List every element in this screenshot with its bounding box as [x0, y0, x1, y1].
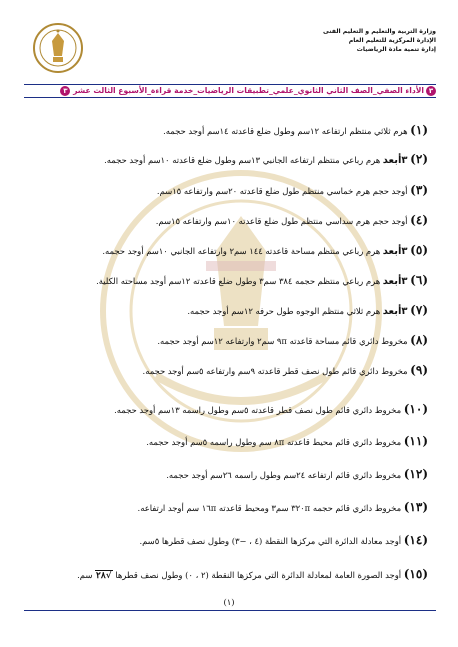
question-number: (٩)	[410, 363, 428, 377]
question-text: هرم ثلاثي منتظم الوجوه طول حرفه ١٢سم أوجد حجمه.	[187, 306, 383, 316]
question-text: هرم رباعي منتظم ارتفاعه الجانبي ١٣سم وطول ضلع قاعدته ١٠سم أوجد حجمه.	[104, 155, 383, 165]
ministry-line: الإدارة المركزية للتعليم العام	[348, 36, 436, 44]
question-number: (٤)	[410, 213, 428, 227]
question-11	[23, 434, 428, 449]
question-7	[23, 303, 428, 319]
question-number: (٨)	[410, 333, 428, 347]
question-number: (١٤)	[403, 533, 428, 547]
question-number: (٣)	[410, 183, 428, 197]
question-number: (١)	[410, 123, 428, 137]
question-number: (٢)	[410, 152, 428, 166]
title-number-badge: ٣	[426, 86, 436, 96]
question-number: (١٢)	[403, 467, 428, 481]
difficulty-tag: ٣أبعد	[382, 246, 408, 257]
question-text: أوجد معادلة الدائرة التي مركزها النقطة (٤ ، −٣) وطول نصف قطرها ٥سم.	[139, 536, 404, 546]
square-root-value: √٢٨	[96, 571, 112, 581]
question-text: مخروط دائري قائم طول نصف قطر قاعدته ٥سم وطول راسمه ١٣سم أوجد حجمه.	[114, 405, 404, 415]
question-12	[23, 467, 428, 482]
footer-rule	[24, 610, 436, 611]
question-9	[23, 363, 428, 378]
question-13	[23, 500, 428, 515]
question-text: مخروط دائري قائم مساحة قاعدته ٩π سم٢ وارتفاعه ١٢سم أوجد حجمه.	[157, 336, 411, 346]
title-bar	[24, 84, 436, 98]
question-text: أوجد الصورة العامة لمعادلة الدائرة التي مركزها النقطة (٢ ، ٠) وطول نصف قطرها	[112, 570, 404, 580]
question-4	[23, 213, 428, 228]
question-8	[23, 333, 428, 348]
question-3	[23, 183, 428, 198]
page-header	[26, 22, 436, 80]
question-number: (١٣)	[403, 500, 428, 514]
question-text: هرم رباعي منتظم حجمه ٣٨٤ سم٣ وطول ضلع قاعدته ١٢سم أوجد مساحته الكلية.	[96, 276, 383, 286]
title-text: الأداء الصفي_الصف الثاني الثانوي_علمي_تطبيقات الرياضيات_خدمة قراءة_الأسبوع الثالث عشر	[73, 86, 424, 95]
ministry-block	[236, 28, 436, 54]
question-number: (٦)	[410, 273, 428, 287]
question-5	[23, 243, 428, 259]
difficulty-tag: ٣أبعد	[382, 155, 408, 166]
question-number: (١٠)	[403, 402, 428, 416]
question-2	[23, 152, 428, 168]
question-15	[23, 567, 428, 583]
question-text: هرم ثلاثي منتظم ارتفاعه ١٢سم وطول ضلع قاعدته ١٤سم أوجد حجمه.	[163, 126, 411, 136]
question-suffix: سم.	[77, 570, 96, 580]
question-text: هرم رباعي منتظم مساحة قاعدته ١٤٤ سم٢ وارتفاعه الجانبي ١٠سم أوجد حجمه.	[102, 246, 383, 256]
question-text: مخروط دائري قائم حجمه ٣٢٠π سم٣ ومحيط قاعدته ١٦π سم أوجد ارتفاعه.	[137, 503, 404, 513]
question-14	[23, 533, 428, 548]
question-text: مخروط دائري قائم ارتفاعه ٢٤سم وطول راسمه ٢٦سم أوجد حجمه.	[166, 470, 404, 480]
question-number: (١١)	[403, 434, 428, 448]
difficulty-tag: ٣أبعد	[382, 276, 408, 287]
title-end-badge: ٣	[60, 86, 70, 96]
question-text: أوجد حجم هرم سداسي منتظم طول ضلع قاعدته ١٠سم وارتفاعه ١٥سم.	[155, 216, 411, 226]
question-text: مخروط دائري قائم طول نصف قطر قاعدته ٩سم وارتفاعه ٥سم أوجد حجمه.	[142, 366, 411, 376]
question-text: مخروط دائري قائم محيط قاعدته ٨π سم وطول راسمه ٥سم أوجد حجمه.	[146, 437, 404, 447]
ministry-logo-icon	[32, 22, 84, 74]
question-10	[23, 402, 428, 417]
ministry-line: وزارة التربية والتعليم و التعليم الفنى	[322, 28, 436, 35]
question-number: (١٥)	[403, 567, 428, 581]
question-1	[23, 123, 428, 138]
ministry-line: إدارة تنمية مادة الرياضيات	[356, 45, 436, 53]
question-text: أوجد حجم هرم خماسي منتظم طول ضلع قاعدته ٢٠سم وارتفاعه ١٥سم.	[156, 186, 411, 196]
difficulty-tag: ٣أبعد	[382, 306, 408, 317]
question-number: (٧)	[410, 303, 428, 317]
page-number: (١)	[223, 597, 235, 607]
question-number: (٥)	[410, 243, 428, 257]
question-6	[23, 273, 428, 289]
